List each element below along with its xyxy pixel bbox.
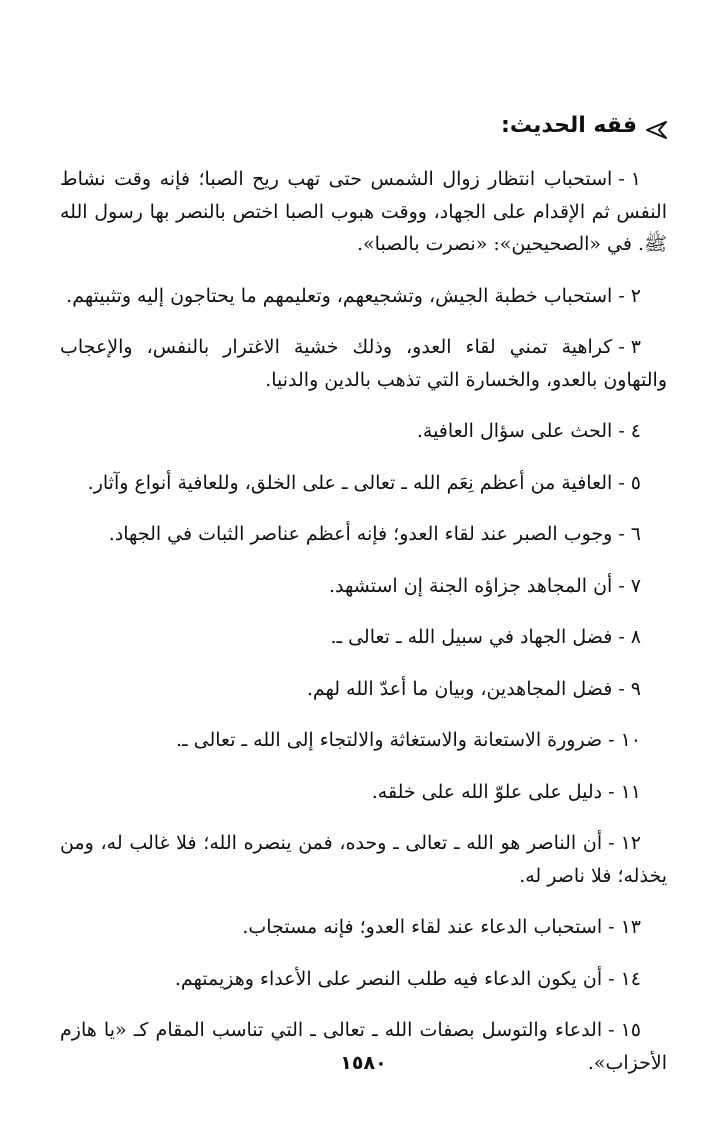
item-text: كراهية تمني لقاء العدو، وذلك خشية الاغترار بالنفس، والإعجاب والتهاون بالعدو، والخسارة التي تذهب بالدين والدنيا. <box>60 336 667 391</box>
item-text: الحث على سؤال العافية. <box>416 420 613 442</box>
list-item <box>60 163 667 261</box>
item-text: استحباب خطبة الجيش، وتشجيعهم، وتعليمهم ما يحتاجون إليه وتثبيتهم. <box>66 284 613 307</box>
list-item <box>60 911 667 944</box>
points-list <box>60 163 667 1079</box>
item-number: ٤ - <box>618 420 641 442</box>
item-number: ١٢ - <box>608 832 641 854</box>
list-item <box>60 415 667 448</box>
item-text: وجوب الصبر عند لقاء العدو؛ فإنه أعظم عناصر الثبات في الجهاد. <box>108 523 613 545</box>
list-item <box>60 518 667 551</box>
item-number: ١ - <box>618 168 641 190</box>
item-text: الدعاء والتوسل بصفات الله ـ تعالى ـ التي تناسب المقام كـ «يا هازم الأحزاب». <box>60 1019 667 1074</box>
item-number: ١٣ - <box>608 916 641 938</box>
section-heading <box>60 108 667 144</box>
item-number: ٧ - <box>618 574 641 597</box>
item-text: أن يكون الدعاء فيه طلب النصر على الأعداء وهزيمتهم. <box>174 967 603 990</box>
list-item <box>60 673 667 706</box>
item-number: ٢ - <box>618 284 641 307</box>
item-number: ١١ - <box>608 780 641 803</box>
item-text: العافية من أعظم نِعَم الله ـ تعالى ـ على الخلق، وللعافية أنواع وآثار. <box>87 471 613 494</box>
list-item <box>60 827 667 892</box>
list-item <box>60 570 667 603</box>
item-number: ٨ - <box>618 626 641 648</box>
section-heading-text: فقه الحديث: <box>501 113 637 138</box>
item-number: ٩ - <box>618 677 641 700</box>
item-number: ٦ - <box>618 523 641 545</box>
item-text: دليل على علوّ الله على خلقه. <box>371 780 603 803</box>
item-text: استحباب انتظار زوال الشمس حتى تهب ريح الصبا؛ فإنه وقت نشاط النفس ثم الإقدام على الجهاد، ووقت هبوب الصبا اختص بالنصر بها رسول الله ﷺ. في «الصحيحين»: «نصرت بالصبا». <box>60 168 667 255</box>
list-item <box>60 963 667 996</box>
item-text: ضرورة الاستعانة والاستغاثة والالتجاء إلى الله ـ تعالى ـ. <box>176 729 603 751</box>
page-number: ١٥٨٠ <box>340 1052 387 1074</box>
list-item <box>60 724 667 757</box>
item-text: استحباب الدعاء عند لقاء العدو؛ فإنه مستجاب. <box>242 916 603 938</box>
item-number: ١٥ - <box>608 1019 641 1041</box>
item-text: فضل المجاهدين، وبيان ما أعدّ الله لهم. <box>306 677 613 700</box>
list-item <box>60 280 667 313</box>
list-item <box>60 776 667 809</box>
item-number: ١٤ - <box>608 967 641 990</box>
item-text: أن المجاهد جزاؤه الجنة إن استشهد. <box>329 574 613 597</box>
item-number: ٥ - <box>618 471 641 494</box>
list-item <box>60 621 667 654</box>
list-item <box>60 331 667 396</box>
item-number: ١٠ - <box>608 729 641 751</box>
list-item <box>60 467 667 500</box>
document-body <box>60 108 667 1090</box>
arrow-bullet-icon <box>645 116 667 136</box>
item-text: أن الناصر هو الله ـ تعالى ـ وحده، فمن ينصره الله؛ فلا غالب له، ومن يخذله؛ فلا ناصر له. <box>60 832 667 887</box>
item-number: ٣ - <box>618 336 641 358</box>
item-text: فضل الجهاد في سبيل الله ـ تعالى ـ. <box>330 626 613 648</box>
